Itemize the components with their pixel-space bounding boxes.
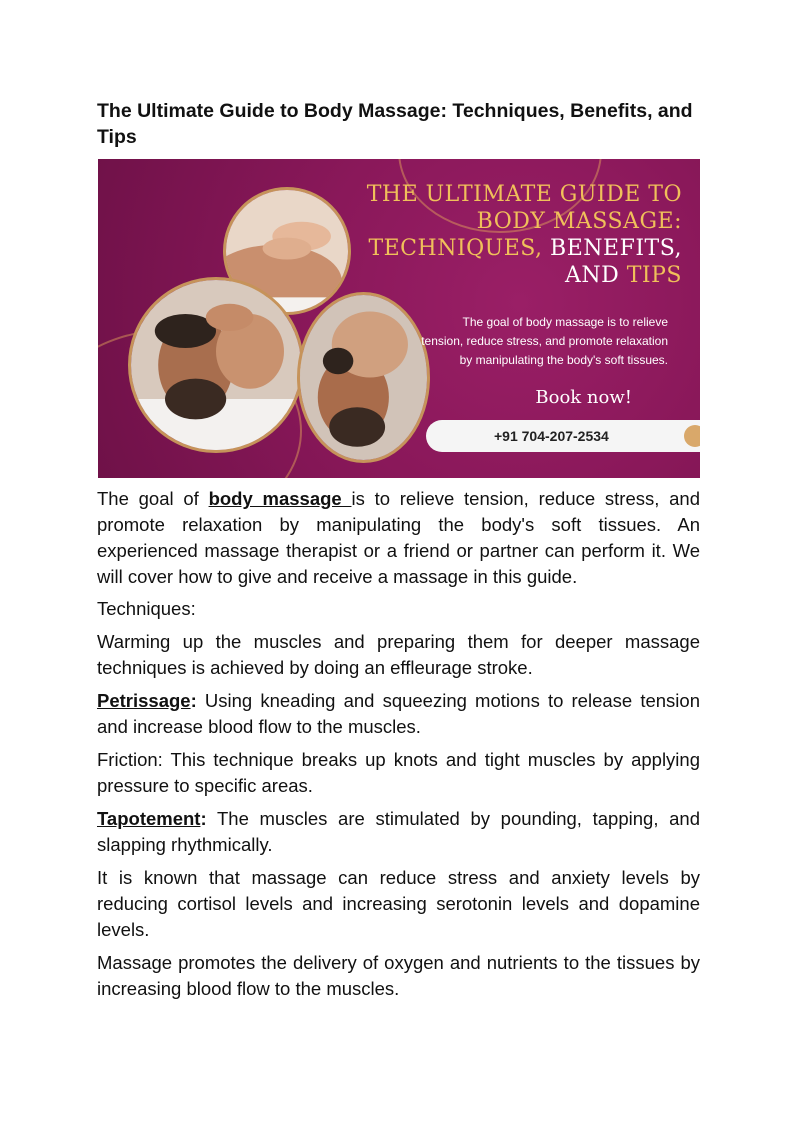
- effleurage-paragraph: Warming up the muscles and preparing them for deeper massage techniques is achieved by doing an effleurage stroke.: [97, 631, 700, 678]
- oxygen-paragraph: Massage promotes the delivery of oxygen and nutrients to the tissues by increasing blood flow to the muscles.: [97, 952, 700, 999]
- tapotement-colon: :: [200, 808, 207, 829]
- banner-heading-line: BODY MASSAGE:: [476, 209, 682, 234]
- tapotement-term: Tapotement: [97, 808, 201, 829]
- massage-photo-face: [128, 277, 304, 453]
- banner-description: The goal of body massage is to relieve tension, reduce stress, and promote relaxation by manipulating the body's soft tissues.: [421, 315, 668, 367]
- massage-photo-forehead: [297, 292, 430, 463]
- hero-banner-image: [98, 159, 700, 478]
- petrissage-colon: :: [190, 690, 197, 711]
- banner-heading-white: AND: [564, 263, 627, 288]
- friction-paragraph: Friction: This technique breaks up knots and tight muscles by applying pressure to specific areas.: [97, 749, 700, 796]
- techniques-heading: Techniques:: [97, 598, 196, 619]
- petrissage-term: Petrissage: [97, 690, 191, 711]
- phone-number: +91 704-207-2534: [494, 428, 609, 444]
- phone-icon: [684, 425, 700, 447]
- intro-text: is to relieve tension, reduce stress, and promote relaxation by manipulating the body's soft tissues. An experienced massage therapist or a friend or partner can perform it. We will cover how to give and receive a massage in this guide.: [97, 488, 700, 587]
- stress-paragraph: It is known that massage can reduce stress and anxiety levels by reducing cortisol levels and increasing serotonin levels and dopamine levels.: [97, 867, 700, 940]
- petrissage-paragraph: [97, 688, 700, 740]
- intro-paragraph: [97, 486, 700, 590]
- banner-heading-line: [367, 235, 682, 262]
- book-now-label: Book now!: [535, 387, 632, 408]
- phone-number-pill: [426, 420, 700, 452]
- body-massage-link[interactable]: body massage: [208, 488, 352, 509]
- banner-heading-gold: TECHNIQUES,: [368, 236, 551, 261]
- petrissage-text: Using kneading and squeezing motions to release tension and increase blood flow to the muscles.: [97, 690, 700, 737]
- banner-heading-line: THE ULTIMATE GUIDE TO: [366, 182, 682, 207]
- banner-heading: [367, 181, 682, 289]
- tapotement-text: The muscles are stimulated by pounding, tapping, and slapping rhythmically.: [97, 808, 700, 855]
- banner-heading-gold: TIPS: [626, 263, 682, 288]
- page-title: The Ultimate Guide to Body Massage: Techniques, Benefits, and Tips: [97, 100, 693, 148]
- banner-heading-white: BENEFITS,: [550, 236, 682, 261]
- banner-heading-line: [367, 262, 682, 289]
- tapotement-paragraph: [97, 806, 700, 858]
- intro-text: The goal of: [97, 488, 209, 509]
